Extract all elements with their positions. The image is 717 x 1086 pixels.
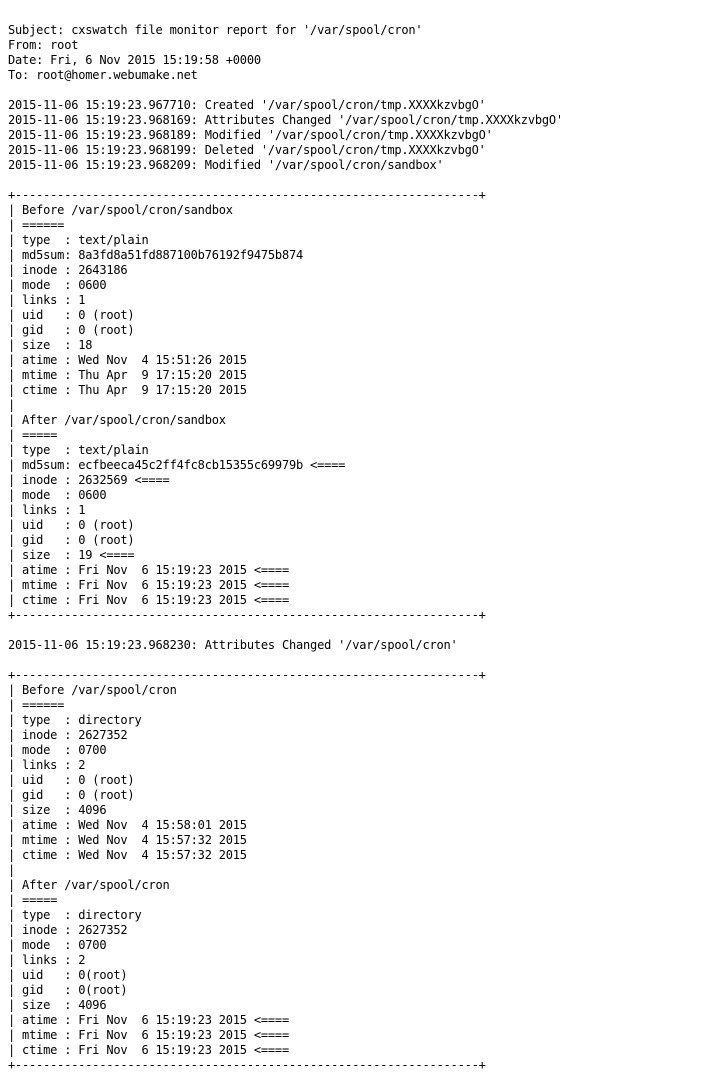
block-line: | ctime : Wed Nov 4 15:57:32 2015 [8, 848, 247, 862]
block-line: | [8, 398, 16, 412]
block-line: | ctime : Fri Nov 6 15:19:23 2015 <==== [8, 1043, 289, 1057]
email-report [8, 23, 708, 1073]
block-line: | ===== [8, 428, 58, 442]
block-line: | atime : Fri Nov 6 15:19:23 2015 <==== [8, 1013, 289, 1027]
block-line: | inode : 2627352 [8, 923, 128, 937]
block-line: | uid : 0 (root) [8, 518, 135, 532]
block-line: | ctime : Thu Apr 9 17:15:20 2015 [8, 383, 247, 397]
block-line: | After /var/spool/cron [8, 878, 170, 892]
block-line: | type : text/plain [8, 233, 149, 247]
box-border-top: +------------------------------------------------------------------+ [8, 188, 486, 202]
event-line: 2015-11-06 15:19:23.968189: Modified '/var/spool/cron/tmp.XXXXkzvbgO' [8, 128, 493, 142]
block-line: | inode : 2632569 <==== [8, 473, 170, 487]
block-line: | size : 18 [8, 338, 93, 352]
block-line: | type : directory [8, 713, 142, 727]
block-line: | links : 1 [8, 293, 86, 307]
block-line: | md5sum: ecfbeeca45c2ff4fc8cb15355c69979b <==== [8, 458, 346, 472]
blank-line [8, 83, 708, 98]
event-line: 2015-11-06 15:19:23.968209: Modified '/var/spool/cron/sandbox' [8, 158, 444, 172]
block-line: | inode : 2643186 [8, 263, 128, 277]
subject-line: Subject: cxswatch file monitor report for '/var/spool/cron' [8, 23, 423, 37]
block-line: | gid : 0 (root) [8, 323, 135, 337]
block-line: | mtime : Thu Apr 9 17:15:20 2015 [8, 368, 247, 382]
block-line: | uid : 0(root) [8, 968, 128, 982]
block-line: | atime : Wed Nov 4 15:58:01 2015 [8, 818, 247, 832]
block-line: | ====== [8, 218, 65, 232]
block-line: | ===== [8, 893, 58, 907]
sandbox-attributes-block [8, 203, 708, 608]
block-line: | Before /var/spool/cron [8, 683, 177, 697]
to-line: To: root@homer.webumake.net [8, 68, 198, 82]
block-line: | mode : 0600 [8, 488, 107, 502]
block-line: | atime : Fri Nov 6 15:19:23 2015 <==== [8, 563, 289, 577]
block-line: | mtime : Fri Nov 6 15:19:23 2015 <==== [8, 1028, 289, 1042]
block-line: | ctime : Fri Nov 6 15:19:23 2015 <==== [8, 593, 289, 607]
box-border-bottom: +------------------------------------------------------------------+ [8, 1058, 486, 1072]
block-line: | mode : 0600 [8, 278, 107, 292]
block-line: | ====== [8, 698, 65, 712]
blank-line [8, 623, 708, 638]
block-line: | size : 4096 [8, 998, 107, 1012]
block-line: | size : 4096 [8, 803, 107, 817]
event-line: 2015-11-06 15:19:23.968230: Attributes Changed '/var/spool/cron' [8, 638, 458, 652]
block-line: | gid : 0 (root) [8, 533, 135, 547]
event-line: 2015-11-06 15:19:23.967710: Created '/var/spool/cron/tmp.XXXXkzvbgO' [8, 98, 486, 112]
blank-line [8, 173, 708, 188]
block-line: | [8, 863, 16, 877]
block-line: | uid : 0 (root) [8, 773, 135, 787]
box-border-bottom: +------------------------------------------------------------------+ [8, 608, 486, 622]
block-line: | After /var/spool/cron/sandbox [8, 413, 226, 427]
block-line: | mode : 0700 [8, 938, 107, 952]
cron-dir-attributes-block [8, 683, 708, 1058]
block-line: | mode : 0700 [8, 743, 107, 757]
block-line: | gid : 0 (root) [8, 788, 135, 802]
block-line: | atime : Wed Nov 4 15:51:26 2015 [8, 353, 247, 367]
block-line: | links : 2 [8, 953, 86, 967]
date-line: Date: Fri, 6 Nov 2015 15:19:58 +0000 [8, 53, 261, 67]
block-line: | type : directory [8, 908, 142, 922]
block-line: | type : text/plain [8, 443, 149, 457]
block-line: | Before /var/spool/cron/sandbox [8, 203, 233, 217]
block-line: | inode : 2627352 [8, 728, 128, 742]
block-line: | md5sum: 8a3fd8a51fd887100b76192f9475b874 [8, 248, 304, 262]
block-line: | links : 1 [8, 503, 86, 517]
event-line: 2015-11-06 15:19:23.968199: Deleted '/var/spool/cron/tmp.XXXXkzvbgO' [8, 143, 486, 157]
block-line: | mtime : Wed Nov 4 15:57:32 2015 [8, 833, 247, 847]
block-line: | size : 19 <==== [8, 548, 135, 562]
block-line: | mtime : Fri Nov 6 15:19:23 2015 <==== [8, 578, 289, 592]
blank-line [8, 653, 708, 668]
block-line: | links : 2 [8, 758, 86, 772]
block-line: | gid : 0(root) [8, 983, 128, 997]
from-line: From: root [8, 38, 79, 52]
box-border-top: +------------------------------------------------------------------+ [8, 668, 486, 682]
block-line: | uid : 0 (root) [8, 308, 135, 322]
event-line: 2015-11-06 15:19:23.968169: Attributes Changed '/var/spool/cron/tmp.XXXXkzvbgO' [8, 113, 563, 127]
